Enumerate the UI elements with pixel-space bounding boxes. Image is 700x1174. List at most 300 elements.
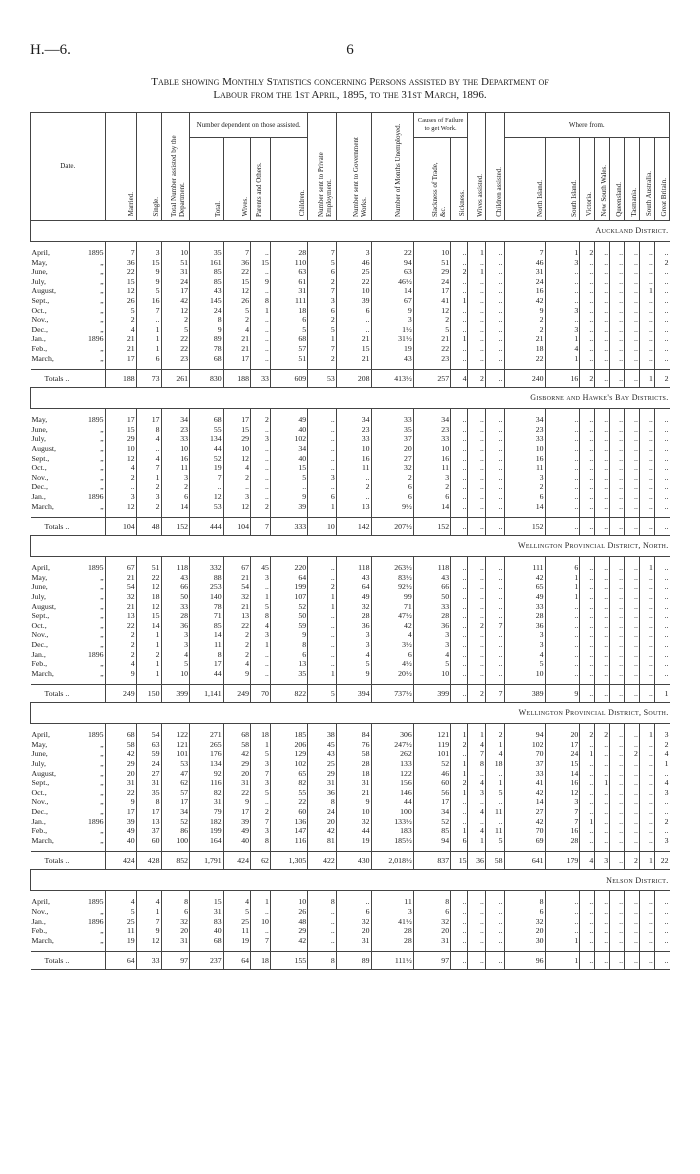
table-cell: 10 [336, 444, 371, 454]
table-cell: .. [545, 501, 580, 511]
table-cell: 24 [161, 277, 190, 287]
table-cell: 3½ [371, 640, 413, 650]
table-cell: 16 [136, 296, 161, 306]
table-row [31, 248, 670, 258]
row-year: „ [100, 935, 104, 945]
table-cell: .. [595, 434, 610, 444]
table-cell: .. [639, 807, 654, 817]
table-cell: .. [610, 463, 625, 473]
table-cell: .. [580, 425, 595, 435]
table-cell: .. [625, 836, 640, 846]
table-row [31, 344, 670, 354]
table-cell: .. [639, 444, 654, 454]
table-cell: 1 [308, 592, 337, 602]
table-cell: .. [610, 267, 625, 277]
table-cell: 52 [270, 601, 307, 611]
table-cell: 21 [223, 334, 250, 344]
table-cell: 3 [371, 907, 413, 917]
table-cell: 31 [270, 286, 307, 296]
table-cell: 22 [371, 248, 413, 258]
table-cell: .. [451, 248, 468, 258]
table-cell: 1 [468, 267, 485, 277]
table-cell: 21 [105, 573, 136, 583]
table-cell: .. [595, 582, 610, 592]
table-cell: 4 [136, 454, 161, 464]
table-cell: .. [580, 573, 595, 583]
totals-cell: 5 [308, 685, 337, 703]
table-cell: 21 [223, 573, 250, 583]
table-cell: .. [250, 659, 270, 669]
table-cell: 43 [161, 573, 190, 583]
table-cell: .. [595, 463, 610, 473]
totals-cell: .. [625, 952, 640, 970]
table-cell: 19 [223, 936, 250, 946]
table-cell: .. [610, 730, 625, 740]
table-cell: 43 [308, 749, 337, 759]
table-cell: 27 [136, 769, 161, 779]
table-cell: .. [639, 769, 654, 779]
table-cell: 17 [105, 415, 136, 425]
table-cell: 3 [545, 258, 580, 268]
table-cell: .. [250, 334, 270, 344]
table-cell: .. [485, 592, 504, 602]
table-cell: .. [485, 817, 504, 827]
table-cell: .. [625, 601, 640, 611]
table-cell: .. [485, 501, 504, 511]
table-cell: 2 [413, 315, 450, 325]
table-cell: .. [595, 897, 610, 907]
table-cell: 41 [504, 778, 545, 788]
table-cell: 4 [105, 325, 136, 335]
totals-cell: 249 [105, 685, 136, 703]
table-cell: 78 [190, 601, 224, 611]
table-cell: 15 [105, 277, 136, 287]
table-cell: .. [625, 897, 640, 907]
table-cell: .. [468, 454, 485, 464]
table-cell: .. [485, 936, 504, 946]
table-cell: 1 [308, 334, 337, 344]
table-cell: 49 [336, 592, 371, 602]
table-cell: 27 [504, 807, 545, 817]
row-year: „ [100, 315, 104, 325]
row-month: July, [31, 759, 46, 769]
table-cell: .. [610, 759, 625, 769]
table-cell: .. [308, 434, 337, 444]
totals-cell: .. [580, 685, 595, 703]
table-cell: 65 [270, 769, 307, 779]
table-cell: .. [610, 826, 625, 836]
table-cell: 32 [336, 601, 371, 611]
table-cell: 9 [223, 797, 250, 807]
table-cell: .. [485, 296, 504, 306]
table-row [31, 306, 670, 316]
table-cell: .. [485, 926, 504, 936]
table-cell: .. [485, 248, 504, 258]
table-cell: 102 [270, 759, 307, 769]
totals-cell: 16 [545, 370, 580, 388]
table-cell: 1 [136, 473, 161, 483]
table-cell: 3 [413, 473, 450, 483]
table-cell: .. [610, 621, 625, 631]
table-cell: 32 [336, 817, 371, 827]
row-year: „ [100, 797, 104, 807]
table-cell: 6 [413, 907, 450, 917]
table-cell: 22 [270, 797, 307, 807]
table-row [31, 582, 670, 592]
table-cell: 3 [545, 306, 580, 316]
table-cell: .. [580, 621, 595, 631]
col-sickness: Sickness. [451, 138, 468, 221]
table-cell: .. [336, 473, 371, 483]
totals-cell: 2 [654, 370, 669, 388]
table-cell: .. [610, 778, 625, 788]
totals-cell: 89 [336, 952, 371, 970]
table-cell: 9 [105, 669, 136, 679]
totals-cell: 2 [468, 370, 485, 388]
table-cell: 3 [371, 315, 413, 325]
row-month: April, [31, 563, 50, 573]
totals-cell: 97 [161, 952, 190, 970]
table-cell: 46 [504, 258, 545, 268]
table-cell: 14 [136, 621, 161, 631]
table-cell: 10 [161, 444, 190, 454]
table-cell: 76 [336, 740, 371, 750]
table-cell: 16 [413, 454, 450, 464]
table-cell: .. [580, 759, 595, 769]
table-cell: 44 [190, 669, 224, 679]
table-cell: 33 [413, 434, 450, 444]
table-cell: .. [625, 640, 640, 650]
table-cell: 1 [250, 592, 270, 602]
row-month: Sept., [31, 296, 50, 306]
table-cell: 31 [136, 778, 161, 788]
table-cell: 1 [451, 334, 468, 344]
table-cell: .. [595, 563, 610, 573]
table-cell: .. [610, 415, 625, 425]
table-row [31, 501, 670, 511]
table-cell: 4 [136, 897, 161, 907]
totals-cell: 430 [336, 852, 371, 870]
table-cell: .. [595, 267, 610, 277]
row-month: Jan., [31, 649, 46, 659]
table-cell: 3 [504, 640, 545, 650]
totals-cell: .. [610, 685, 625, 703]
table-cell: .. [654, 897, 669, 907]
table-cell: 3 [250, 778, 270, 788]
totals-label: Totals .. [31, 518, 106, 536]
table-cell: 8 [468, 759, 485, 769]
table-cell: 2 [223, 473, 250, 483]
table-cell: .. [654, 248, 669, 258]
table-cell: .. [610, 258, 625, 268]
row-year: „ [100, 582, 104, 592]
table-cell: .. [610, 601, 625, 611]
table-cell: .. [545, 621, 580, 631]
table-cell: 262 [371, 749, 413, 759]
table-cell: 83 [190, 917, 224, 927]
table-cell: 23 [413, 425, 450, 435]
table-cell: 116 [270, 836, 307, 846]
table-cell: .. [468, 649, 485, 659]
totals-cell: 261 [161, 370, 190, 388]
table-cell: 13 [336, 501, 371, 511]
table-cell: 33 [336, 434, 371, 444]
table-cell: .. [485, 454, 504, 464]
table-cell: .. [545, 907, 580, 917]
table-cell: 19 [371, 344, 413, 354]
table-cell: 1 [136, 325, 161, 335]
table-cell: 32 [223, 592, 250, 602]
table-cell: 43 [190, 286, 224, 296]
table-cell: 6 [308, 267, 337, 277]
table-cell: .. [308, 454, 337, 464]
row-year: „ [100, 749, 104, 759]
table-cell: 82 [270, 778, 307, 788]
table-cell: 2 [308, 277, 337, 287]
table-cell: 37 [371, 434, 413, 444]
table-cell: 4 [223, 325, 250, 335]
table-cell: 17 [223, 807, 250, 817]
row-year: „ [100, 668, 104, 678]
table-row [31, 573, 670, 583]
table-cell: 118 [161, 563, 190, 573]
table-cell: .. [654, 434, 669, 444]
table-cell: 8 [270, 640, 307, 650]
table-cell: 33 [161, 601, 190, 611]
table-cell: 1 [451, 788, 468, 798]
table-cell: .. [595, 826, 610, 836]
table-cell: .. [451, 926, 468, 936]
table-cell: 23 [504, 425, 545, 435]
table-cell: 5 [136, 286, 161, 296]
table-cell: 11 [161, 463, 190, 473]
table-row [31, 649, 670, 659]
row-month: June, [31, 749, 48, 759]
table-cell: 12 [136, 936, 161, 946]
table-cell: .. [468, 630, 485, 640]
col-group-dependent: Number dependent on those assisted. [190, 113, 308, 138]
table-cell: 8 [250, 611, 270, 621]
row-year: 1896 [87, 334, 104, 344]
table-cell: .. [610, 473, 625, 483]
table-cell: 49 [105, 826, 136, 836]
row-month: Dec., [31, 807, 48, 817]
table-cell: 23 [413, 354, 450, 364]
table-cell: 8 [250, 836, 270, 846]
table-cell: 17 [413, 286, 450, 296]
totals-cell: 3 [595, 852, 610, 870]
table-cell: 49 [504, 592, 545, 602]
row-month: March, [31, 835, 54, 845]
table-cell: .. [580, 296, 595, 306]
totals-cell: 1 [654, 685, 669, 703]
totals-cell: .. [485, 370, 504, 388]
table-cell: 4 [105, 897, 136, 907]
table-row [31, 907, 670, 917]
table-row [31, 926, 670, 936]
table-cell: .. [250, 482, 270, 492]
table-cell: .. [451, 897, 468, 907]
table-cell: .. [580, 463, 595, 473]
table-cell: .. [595, 611, 610, 621]
table-cell: .. [580, 434, 595, 444]
table-body [31, 221, 670, 970]
table-cell: 6 [136, 354, 161, 364]
table-cell: 9 [136, 926, 161, 936]
table-cell: 3 [308, 473, 337, 483]
table-cell: .. [485, 344, 504, 354]
table-cell: 40 [223, 836, 250, 846]
col-private: Number sent to Private Employment. [308, 113, 337, 221]
row-year: „ [100, 482, 104, 492]
table-cell: 34 [336, 415, 371, 425]
table-cell: 88 [190, 573, 224, 583]
table-row [31, 482, 670, 492]
table-cell: .. [639, 778, 654, 788]
table-row [31, 749, 670, 759]
table-cell: 28 [161, 611, 190, 621]
table-cell: 1 [639, 286, 654, 296]
table-cell: 14 [161, 501, 190, 511]
table-cell: .. [250, 907, 270, 917]
table-cell: 206 [270, 740, 307, 750]
table-cell: 31 [223, 778, 250, 788]
table-cell: 185 [270, 730, 307, 740]
table-cell: .. [610, 444, 625, 454]
table-cell: .. [580, 778, 595, 788]
table-cell: 15 [336, 344, 371, 354]
totals-cell: 48 [136, 518, 161, 536]
table-row [31, 669, 670, 679]
table-cell: 31 [336, 778, 371, 788]
table-cell: 3 [250, 630, 270, 640]
table-cell: .. [639, 306, 654, 316]
table-cell: 18 [250, 730, 270, 740]
table-cell: 79 [190, 807, 224, 817]
table-cell: 134 [190, 759, 224, 769]
table-cell: .. [610, 325, 625, 335]
table-cell: 34 [413, 807, 450, 817]
table-cell: 42 [161, 296, 190, 306]
row-month: Nov., [31, 630, 49, 640]
table-cell: .. [610, 582, 625, 592]
table-cell: 54 [105, 582, 136, 592]
table-cell: .. [451, 936, 468, 946]
totals-cell: 240 [504, 370, 545, 388]
table-cell: .. [308, 444, 337, 454]
table-cell: 2 [308, 315, 337, 325]
table-cell: 28 [336, 611, 371, 621]
page-number: 6 [346, 42, 354, 58]
table-cell: 15 [190, 897, 224, 907]
table-cell: .. [451, 582, 468, 592]
totals-cell: 207½ [371, 518, 413, 536]
table-cell: 7 [250, 936, 270, 946]
row-year: „ [100, 286, 104, 296]
table-row [31, 473, 670, 483]
table-cell: 2 [223, 649, 250, 659]
row-year: „ [100, 835, 104, 845]
table-cell: 59 [270, 621, 307, 631]
table-cell: 3 [504, 473, 545, 483]
table-cell: 11 [336, 463, 371, 473]
table-cell: .. [545, 454, 580, 464]
table-cell: 42 [504, 296, 545, 306]
table-cell: 58 [336, 749, 371, 759]
table-cell: .. [451, 344, 468, 354]
row-month: April, [31, 248, 50, 258]
table-cell: 66 [161, 582, 190, 592]
totals-cell: 249 [223, 685, 250, 703]
table-cell: 63 [136, 740, 161, 750]
table-cell: .. [468, 659, 485, 669]
table-cell: .. [485, 769, 504, 779]
table-cell: 1 [136, 669, 161, 679]
table-cell: .. [595, 325, 610, 335]
table-cell: .. [485, 797, 504, 807]
table-cell: 9 [504, 306, 545, 316]
table-cell: 1 [136, 334, 161, 344]
section-title: Wellington Provincial District, South. [31, 703, 670, 724]
table-cell: 1 [136, 640, 161, 650]
table-cell: 46 [413, 769, 450, 779]
table-cell: 5 [223, 306, 250, 316]
table-cell: .. [610, 659, 625, 669]
totals-cell: 179 [545, 852, 580, 870]
table-cell: .. [625, 907, 640, 917]
table-cell: 44 [371, 797, 413, 807]
table-cell: 12 [136, 582, 161, 592]
table-cell: .. [451, 659, 468, 669]
table-cell: 253 [190, 582, 224, 592]
table-row [31, 334, 670, 344]
table-cell: 33 [413, 601, 450, 611]
table-cell: .. [451, 621, 468, 631]
table-cell: 9 [223, 669, 250, 679]
table-cell: .. [451, 501, 468, 511]
table-cell: 8 [190, 315, 224, 325]
table-cell: .. [654, 334, 669, 344]
table-cell: 4 [105, 463, 136, 473]
table-cell: 39 [223, 817, 250, 827]
table-cell: .. [580, 344, 595, 354]
table-cell: .. [595, 669, 610, 679]
table-cell: .. [610, 917, 625, 927]
table-cell: 263½ [371, 563, 413, 573]
table-cell: 265 [190, 740, 224, 750]
table-cell: 40 [270, 425, 307, 435]
table-header [31, 113, 670, 221]
totals-cell: 150 [136, 685, 161, 703]
totals-cell: 53 [308, 370, 337, 388]
table-cell: .. [595, 621, 610, 631]
table-cell: 9½ [371, 501, 413, 511]
table-cell: 16 [161, 454, 190, 464]
table-cell: 94 [504, 730, 545, 740]
table-cell: .. [580, 286, 595, 296]
table-cell: 7 [468, 749, 485, 759]
table-cell: 31 [161, 936, 190, 946]
table-cell: .. [308, 936, 337, 946]
table-cell: 2 [504, 325, 545, 335]
row-month: Jan., [31, 816, 46, 826]
table-cell: .. [580, 563, 595, 573]
table-cell: 3 [654, 788, 669, 798]
totals-cell: .. [639, 952, 654, 970]
table-cell: 9 [105, 797, 136, 807]
table-cell: 100 [371, 807, 413, 817]
table-cell: 20 [308, 817, 337, 827]
